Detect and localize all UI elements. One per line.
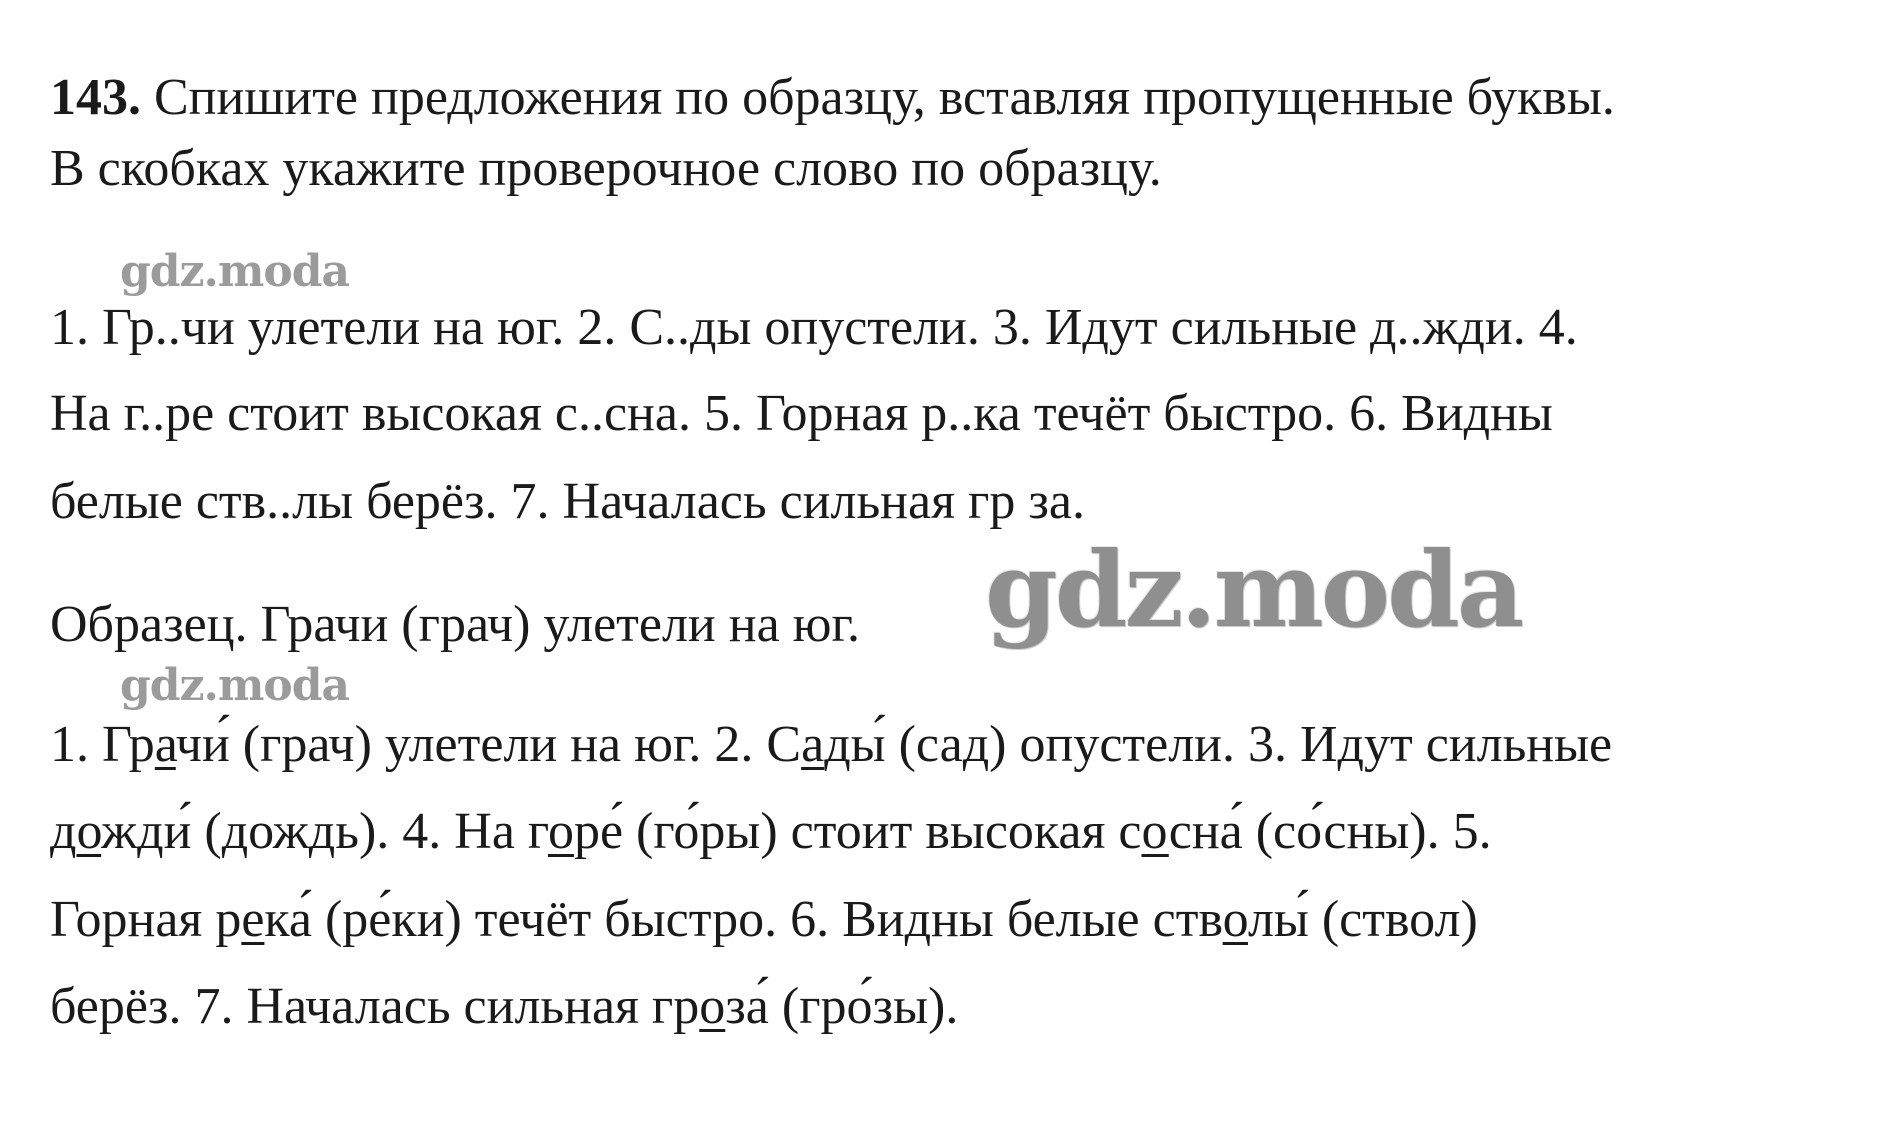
answer-text: сна́ (со́сны). 5.: [1168, 803, 1492, 860]
answer-line-3: [50, 890, 1478, 950]
underlined-letter: о: [547, 803, 574, 860]
underlined-letter: о: [76, 803, 102, 860]
watermark-small-1: gdz.moda: [120, 246, 350, 297]
answer-text: Горная р: [50, 891, 242, 948]
watermark-small-2: gdz.moda: [120, 660, 350, 711]
underlined-letter: а: [154, 716, 176, 773]
underlined-letter: а: [801, 716, 825, 773]
instruction-line-2: В скобках укажите проверочное слово по образцу.: [50, 140, 1162, 197]
answer-text: лы́ (ствол): [1247, 891, 1478, 948]
instruction-line-1: [50, 68, 1615, 128]
underlined-letter: о: [699, 978, 726, 1035]
answer-text: ды́ (сад) опустели. 3. Идут сильные: [824, 716, 1613, 773]
task-number: 143.: [50, 69, 141, 126]
answer-text: чи́ (грач) улетели на юг. 2. С: [175, 716, 802, 773]
answer-text: 1. Гр: [50, 716, 155, 773]
underlined-letter: о: [1141, 803, 1169, 860]
answer-text: ка́ (ре́ки) течёт быстро. 6. Видны белые ств: [264, 891, 1223, 948]
watermark-large: gdz.moda: [985, 528, 1522, 651]
answer-text: жди́ (дождь). 4. На г: [101, 803, 548, 860]
instruction-text-1: Спишите предложения по образцу, вставляя пропущенные буквы.: [154, 69, 1615, 126]
answer-line-4: [50, 977, 958, 1037]
answer-line-1: [50, 715, 1612, 775]
exercise-line-1: 1. Гр..чи улетели на юг. 2. С..ды опустели. 3. Идут сильные д..жди. 4.: [50, 299, 1578, 356]
answer-text: берёз. 7. Началась сильная гр: [50, 978, 700, 1035]
exercise-line-2: На г..ре стоит высокая с..сна. 5. Горная р..ка течёт быстро. 6. Видны: [50, 385, 1553, 442]
answer-text: ре́ (го́ры) стоит высокая с: [573, 803, 1142, 860]
sample-line: Образец. Грачи (грач) улетели на юг.: [50, 596, 860, 653]
answer-text: за́ (гро́зы).: [725, 978, 959, 1035]
answer-line-2: [50, 802, 1492, 862]
underlined-letter: о: [1222, 891, 1248, 948]
exercise-line-3: белые ств..лы берёз. 7. Началась сильная гр за.: [50, 473, 1085, 530]
answer-text: д: [50, 803, 77, 860]
underlined-letter: е: [241, 891, 265, 948]
